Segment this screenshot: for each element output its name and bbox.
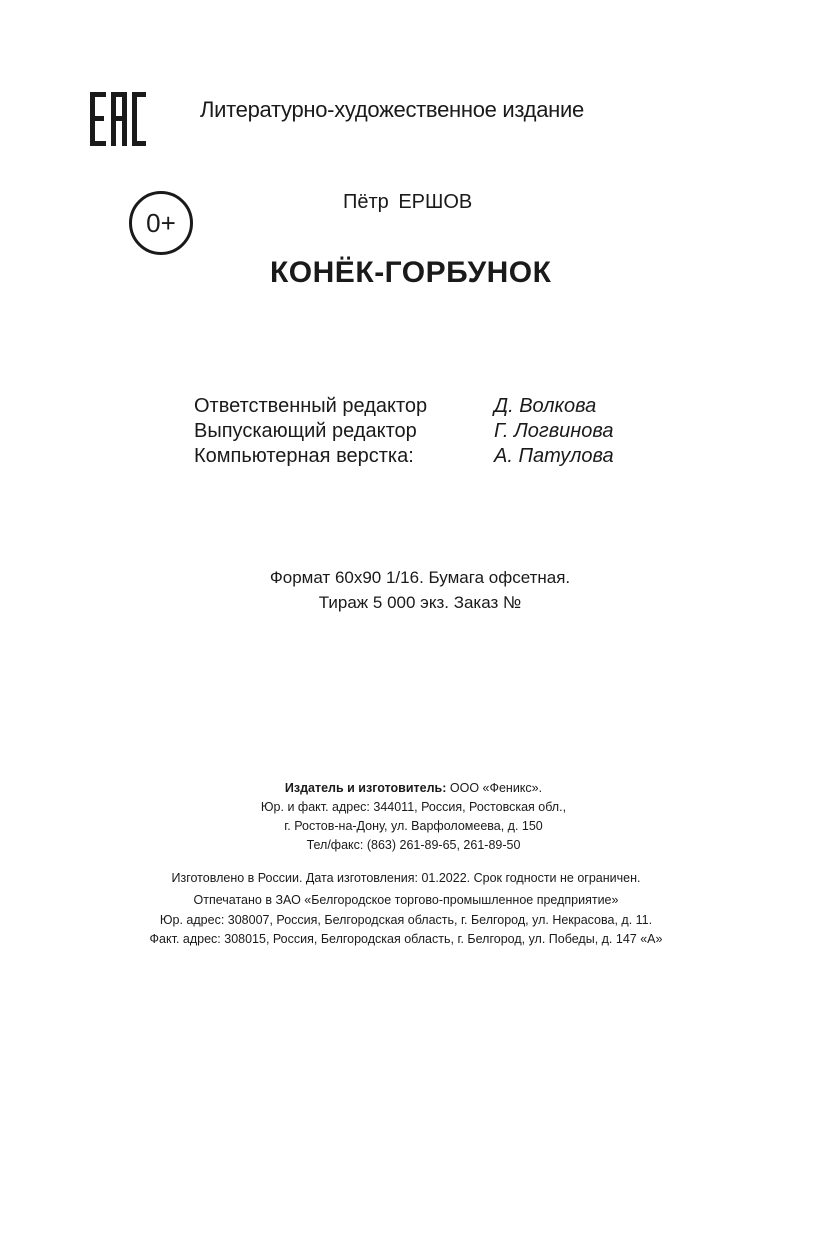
actual-address-line: Факт. адрес: 308015, Россия, Белгородская область, г. Белгород, ул. Победы, д. 147 «А»	[149, 932, 663, 946]
publisher-name: ООО «Феникс».	[449, 781, 543, 795]
printed-by-line: Отпечатано в ЗАО «Белгородское торгово-промышленное предприятие»	[193, 893, 619, 907]
author-name: Пётр ЕРШОВ	[343, 191, 473, 213]
publisher-address-line1: Юр. и факт. адрес: 344011, Россия, Ростовская обл.,	[260, 800, 567, 814]
publisher-address-line2: г. Ростов-на-Дону, ул. Варфоломеева, д. 150	[284, 819, 543, 833]
credit-row-responsible-editor	[194, 394, 614, 419]
credit-row-managing-editor	[194, 419, 614, 444]
credit-role: Выпускающий редактор	[194, 420, 417, 442]
credit-person: Г. Логвинова	[494, 420, 614, 442]
credits-block	[194, 394, 614, 469]
credit-role: Компьютерная верстка:	[194, 445, 414, 467]
format-line: Формат 60х90 1/16. Бумага офсетная.	[269, 568, 571, 587]
credit-role: Ответственный редактор	[194, 395, 428, 417]
publisher-block	[0, 779, 827, 855]
print-info	[0, 565, 827, 615]
manufacturing-block	[0, 867, 812, 949]
made-in-line: Изготовлено в России. Дата изготовления: 01.2022. Срок годности не ограничен.	[171, 871, 641, 885]
edition-type: Литературно-художественное издание	[200, 97, 584, 122]
publisher-label: Издатель и изготовитель:	[284, 781, 447, 795]
run-line: Тираж 5 000 экз. Заказ №	[318, 593, 522, 612]
eac-logo-icon	[90, 92, 146, 146]
book-title: КОНЁК-ГОРБУНОК	[270, 256, 552, 289]
legal-address-line: Юр. адрес: 308007, Россия, Белгородская область, г. Белгород, ул. Некрасова, д. 11.	[159, 913, 653, 927]
credit-person: А. Патулова	[494, 445, 614, 467]
publisher-line	[0, 779, 827, 798]
age-rating-badge: 0+	[129, 191, 193, 255]
credit-person: Д. Волкова	[494, 395, 597, 417]
credit-row-layout	[194, 444, 614, 469]
publisher-phone: Тел/факс: (863) 261-89-65, 261-89-50	[306, 838, 521, 852]
